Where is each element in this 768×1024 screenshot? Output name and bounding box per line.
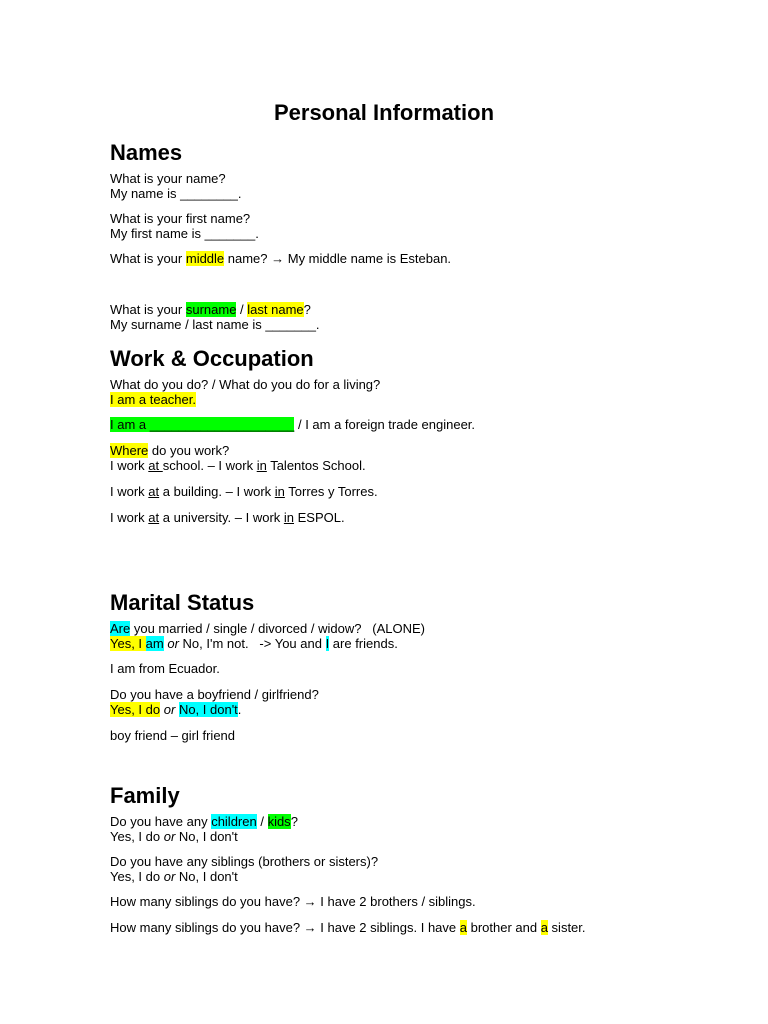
marital-line-6: boy friend – girl friend	[110, 728, 236, 743]
work-line-5	[110, 458, 366, 473]
highlight-a: a	[459, 920, 467, 935]
underlined-at: at	[148, 458, 163, 473]
highlight-teacher: I am a teacher.	[110, 392, 196, 407]
family-line-3: Do you have any siblings (brothers or sisters)?	[110, 854, 379, 869]
text: name? → My middle name is Esteban.	[224, 251, 452, 266]
text: /	[256, 814, 268, 829]
text: No, I don't	[175, 829, 238, 844]
text: are friends.	[329, 636, 398, 651]
text: Talentos School.	[266, 458, 366, 473]
text: I work	[110, 458, 149, 473]
text: brother and	[466, 920, 541, 935]
underlined-in: in	[283, 510, 295, 525]
work-line-4	[110, 443, 229, 458]
text: / I am a foreign trade engineer.	[294, 417, 476, 432]
text: do you work?	[148, 443, 230, 458]
highlight-where: Where	[110, 443, 149, 458]
text: ?	[290, 814, 298, 829]
text: school. – I work	[162, 458, 257, 473]
highlight-i: I	[325, 636, 330, 651]
text: How many siblings do you have? → I have 2 siblings. I have	[110, 920, 460, 935]
text: Yes, I do	[110, 829, 164, 844]
highlight-surname: surname	[185, 302, 237, 317]
work-line-2	[110, 392, 196, 407]
highlight-children: children	[211, 814, 257, 829]
text: a building. – I work	[159, 484, 275, 499]
text: you married / single / divorced / widow? (ALONE)	[130, 621, 426, 636]
marital-heading: Marital Status	[110, 590, 255, 615]
text: ?	[303, 302, 311, 317]
names-line-1: What is your name?	[110, 171, 226, 186]
highlight-a: a	[540, 920, 548, 935]
text: I work	[110, 510, 149, 525]
names-heading: Names	[110, 140, 183, 165]
text: /	[236, 302, 248, 317]
marital-line-5	[110, 702, 241, 717]
work-heading: Work & Occupation	[110, 346, 314, 371]
names-line-3: What is your first name?	[110, 211, 251, 226]
text: .	[237, 702, 242, 717]
marital-line-2	[110, 636, 398, 651]
marital-line-3: I am from Ecuador.	[110, 661, 220, 676]
underlined-in: in	[274, 484, 285, 499]
text: I work	[110, 484, 149, 499]
text: Do you have any	[110, 814, 212, 829]
highlight-middle: middle	[185, 251, 225, 266]
family-heading: Family	[110, 783, 180, 808]
highlight-i-am-a: I am a	[110, 417, 150, 432]
highlight-am: am	[145, 636, 164, 651]
work-line-6	[110, 484, 378, 499]
text: sister.	[547, 920, 586, 935]
family-line-4	[110, 869, 238, 884]
text: No, I don't	[175, 869, 238, 884]
work-line-7	[110, 510, 345, 525]
marital-line-4: Do you have a boyfriend / girlfriend?	[110, 687, 319, 702]
italic-or: or	[163, 869, 176, 884]
names-line-2: My name is ________.	[110, 186, 242, 201]
family-line-6	[110, 920, 586, 935]
italic-or: or	[163, 829, 176, 844]
underlined-at: at	[148, 484, 160, 499]
family-line-2	[110, 829, 238, 844]
work-line-3	[110, 417, 475, 432]
text: What is your	[110, 302, 186, 317]
underlined-in: in	[256, 458, 267, 473]
highlight-yes-i-do: Yes, I do	[110, 702, 161, 717]
highlight-blank: ____________________	[149, 417, 295, 432]
highlight-last-name: last name	[247, 302, 304, 317]
names-line-6	[110, 302, 311, 317]
highlight-yes-i: Yes, I	[110, 636, 146, 651]
family-line-1	[110, 814, 298, 829]
family-line-5: How many siblings do you have? → I have 2 brothers / siblings.	[110, 894, 476, 909]
underlined-at: at	[148, 510, 160, 525]
text: No, I'm not. -> You and	[178, 636, 326, 651]
highlight-kids: kids	[267, 814, 291, 829]
names-line-4: My first name is _______.	[110, 226, 259, 241]
names-line-7: My surname / last name is _______.	[110, 317, 320, 332]
text: a university. – I work	[159, 510, 284, 525]
names-line-5	[110, 251, 451, 266]
text: What is your	[110, 251, 186, 266]
highlight-no-i-dont: No, I don't	[178, 702, 238, 717]
italic-or: or	[163, 702, 176, 717]
highlight-are: Are	[110, 621, 131, 636]
marital-line-1	[110, 621, 425, 636]
text: ESPOL.	[294, 510, 345, 525]
text: Torres y Torres.	[284, 484, 378, 499]
work-line-1: What do you do? / What do you do for a living?	[110, 377, 381, 392]
italic-or: or	[167, 636, 179, 651]
page-title: Personal Information	[273, 100, 495, 125]
text: Yes, I do	[110, 869, 164, 884]
